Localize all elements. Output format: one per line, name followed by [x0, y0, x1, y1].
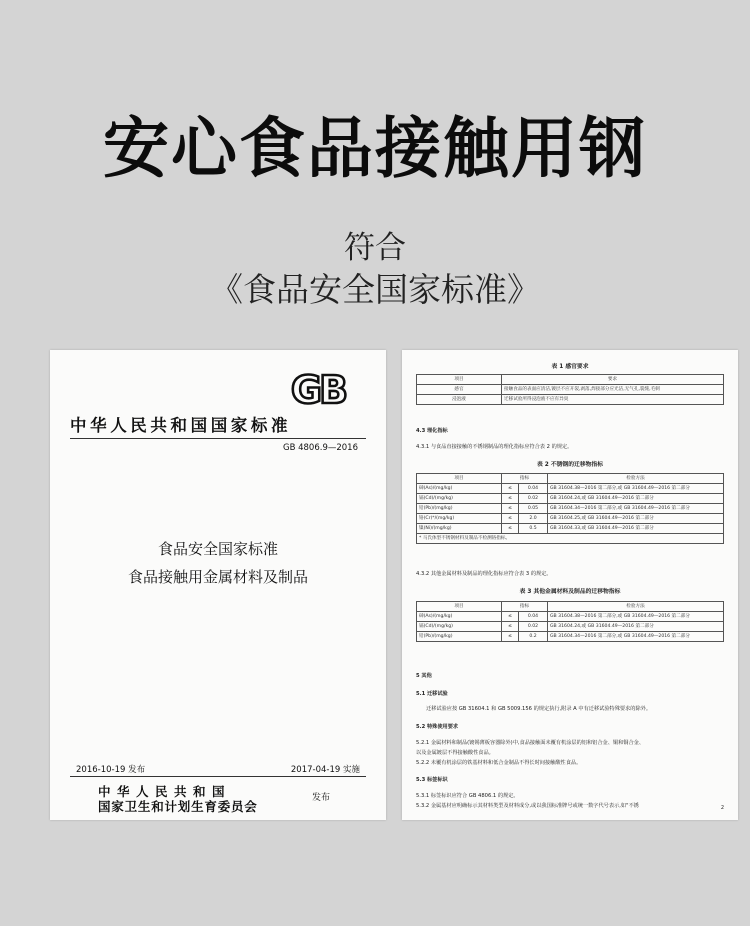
para-5-3-1: 5.3.1 标签标识应符合 GB 4806.1 的规定。	[416, 793, 519, 799]
gb-logo-icon	[268, 370, 368, 410]
table-cell: 0.02	[519, 494, 548, 504]
table-cell: 接触食品的表面应清洁,镀层不应开裂,剥落,焊接部分应光洁,无气孔,裂缝,毛刺	[502, 385, 724, 395]
table2-title: 表 2 不锈钢的迁移物指标	[536, 462, 604, 468]
table2-stainless	[416, 473, 724, 544]
table-cell: 0.02	[519, 622, 548, 632]
issuer-line1: 中华人民共和国	[98, 784, 232, 799]
table-cell: 0.2	[519, 632, 548, 642]
table-cell: 镍(Ni)/(mg/kg)	[417, 524, 502, 534]
section-4-3: 4.3 理化指标	[416, 428, 448, 434]
table-cell: ≤	[502, 524, 519, 534]
table-cell: GB 31604.34—2016 第二部分,或 GB 31604.49—2016 第二部分	[548, 632, 724, 642]
implement-date: 2017-04-19 实施	[290, 765, 360, 775]
table-cell: 镉(Cd)/(mg/kg)	[417, 494, 502, 504]
table3-title: 表 3 其他金属材料及制品的迁移物指标	[519, 589, 621, 595]
table-cell: 0.04	[519, 484, 548, 494]
section-5-1: 5.1 迁移试验	[416, 691, 448, 697]
table-cell: GB 31604.24,或 GB 31604.49—2016 第二部分	[548, 494, 724, 504]
table-row	[417, 514, 724, 524]
table-cell: 铅(Pb)/(mg/kg)	[417, 632, 502, 642]
table-cell: ≤	[502, 494, 519, 504]
para-5-2-1-cont: 以及金属镀层不得接触酸性食品。	[416, 750, 494, 756]
table-cell: GB 31604.33,或 GB 31604.49—2016 第二部分	[548, 524, 724, 534]
standard-inner-page	[402, 350, 738, 820]
para-4-3-1: 4.3.1 与食品直接接触的不锈钢制品的理化指标应符合表 2 的规定。	[416, 444, 573, 450]
table-row	[417, 612, 724, 622]
table3-other-metals	[416, 601, 724, 642]
para-5-3-2: 5.3.2 金属基材应明确标示其材料类型及材料成分,或以我国标准牌号或统一数字代号表示,如"不锈	[416, 803, 639, 809]
table-cell: 0.04	[519, 612, 548, 622]
subtitle-comply: 符合	[344, 230, 406, 266]
table-row	[417, 484, 724, 494]
table-header: 指标	[502, 602, 548, 612]
table-cell: ≤	[502, 504, 519, 514]
table-cell: 铬(Cr)*/(mg/kg)	[417, 514, 502, 524]
table-cell: GB 31604.38—2016 第二部分,或 GB 31604.49—2016 第二部分	[548, 484, 724, 494]
table-header: 指标	[502, 474, 548, 484]
table-header: 检验方法	[548, 602, 724, 612]
issuer-line2: 国家卫生和计划生育委员会	[98, 799, 258, 814]
table-header: 项目	[417, 474, 502, 484]
page-number: 2	[720, 805, 724, 811]
cover-title-line1: 食品安全国家标准	[157, 540, 278, 558]
table-row	[417, 622, 724, 632]
para-5-1: 迁移试验应按 GB 31604.1 和 GB 5009.156 的规定执行,附录 A 中有迁移试验特殊要求的除外。	[426, 706, 652, 712]
table-header: 要求	[502, 375, 724, 385]
page-headline: 安心食品接触用钢	[103, 109, 647, 187]
table-row	[417, 494, 724, 504]
standard-number: GB 4806.9—2016	[283, 443, 358, 453]
table-cell: ≤	[502, 514, 519, 524]
table-cell: GB 31604.25,或 GB 31604.49—2016 第二部分	[548, 514, 724, 524]
table-cell: 铅(Pb)/(mg/kg)	[417, 504, 502, 514]
table-cell: 2.0	[519, 514, 548, 524]
standard-type-title: 中华人民共和国国家标准	[70, 416, 292, 435]
table-cell: GB 31604.34—2016 第二部分,或 GB 31604.49—2016 第二部分	[548, 504, 724, 514]
cover-title-line2: 食品接触用金属材料及制品	[127, 568, 308, 586]
table-cell: 0.05	[519, 504, 548, 514]
table-header: 检验方法	[548, 474, 724, 484]
table-cell: ≤	[502, 622, 519, 632]
table-row	[417, 524, 724, 534]
section-5: 5 其他	[416, 673, 432, 679]
divider	[70, 776, 366, 777]
section-5-3: 5.3 标签标识	[416, 777, 448, 783]
table1-title: 表 1 感官要求	[551, 364, 589, 370]
divider	[70, 438, 366, 439]
table-cell: 镉(Cd)/(mg/kg)	[417, 622, 502, 632]
para-4-3-2: 4.3.2 其他金属材料及制品的理化指标应符合表 3 的规定。	[416, 571, 552, 577]
table-cell: ≤	[502, 484, 519, 494]
table-header: 项目	[417, 375, 502, 385]
table-cell: ≤	[502, 612, 519, 622]
table-cell: 0.5	[519, 524, 548, 534]
table-row	[417, 632, 724, 642]
standard-cover-page	[50, 350, 386, 820]
table-cell: 浸泡液	[417, 395, 502, 405]
table1-sensory	[416, 374, 724, 405]
table-cell: GB 31604.24,或 GB 31604.49—2016 第二部分	[548, 622, 724, 632]
para-5-2-2: 5.2.2 未覆有机涂层的铁基材料和低合金制品不得长时间接触酸性食品。	[416, 760, 582, 766]
para-5-2-1: 5.2.1 金属材料和制品(镀锡薄板容器除外)中,食品接触面未覆有机涂层的铝和铝合金、铜和铜合金、	[416, 740, 645, 746]
table-header: 项目	[417, 602, 502, 612]
release-date: 2016-10-19 发布	[76, 765, 146, 775]
table-row	[417, 504, 724, 514]
issuer-suffix: 发布	[312, 793, 331, 803]
table-cell: 砷(As)/(mg/kg)	[417, 612, 502, 622]
table-cell: 感官	[417, 385, 502, 395]
section-5-2: 5.2 特殊使用要求	[416, 724, 459, 730]
svg-text:GB: GB	[290, 370, 346, 410]
table-cell: 迁移试验所得浸泡液不应有异臭	[502, 395, 724, 405]
table-cell: GB 31604.38—2016 第二部分,或 GB 31604.49—2016 第二部分	[548, 612, 724, 622]
table-note: * 马氏体型不锈钢材料及制品不检测铬指标。	[417, 534, 724, 544]
subtitle-standard: 《食品安全国家标准》	[210, 270, 540, 309]
table-cell: 砷(As)/(mg/kg)	[417, 484, 502, 494]
table-cell: ≤	[502, 632, 519, 642]
